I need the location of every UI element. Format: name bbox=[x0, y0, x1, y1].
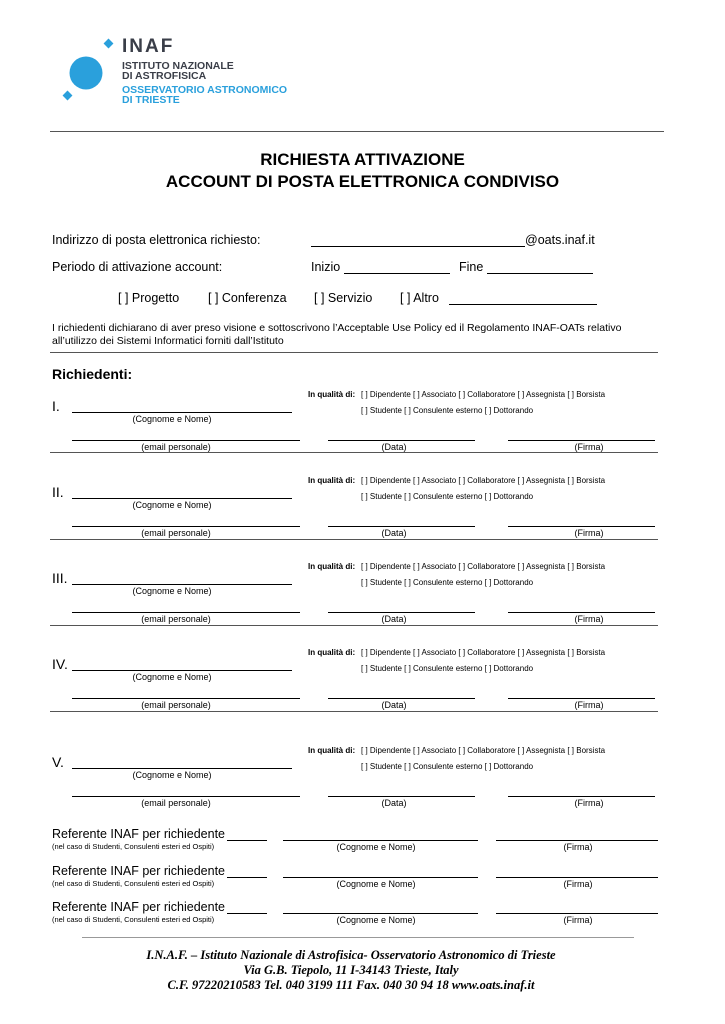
qualita-label: In qualità di: bbox=[308, 746, 356, 755]
qualita-options-row-1[interactable]: [ ] Dipendente [ ] Associato [ ] Collaboratore [ ] Assegnista [ ] Borsista bbox=[361, 746, 606, 755]
referent-note: (nel caso di Studenti, Consulenti esteri ed Ospiti) bbox=[52, 842, 215, 851]
referent-number-input[interactable] bbox=[227, 877, 267, 878]
date-caption: (Data) bbox=[381, 700, 407, 710]
address-input[interactable] bbox=[311, 246, 525, 247]
date-caption: (Data) bbox=[381, 614, 407, 624]
signature-caption: (Firma) bbox=[574, 614, 604, 624]
date-input[interactable] bbox=[328, 440, 475, 441]
block-divider bbox=[50, 711, 658, 712]
referent-label: Referente INAF per richiedente bbox=[52, 864, 226, 878]
logo-line-3: OSSERVATORIO ASTRONOMICO bbox=[122, 84, 288, 96]
name-input[interactable] bbox=[72, 498, 292, 499]
referent-signature-caption: (Firma) bbox=[563, 915, 593, 925]
name-caption: (Cognome e Nome) bbox=[132, 586, 212, 596]
email-input[interactable] bbox=[72, 440, 300, 441]
signature-input[interactable] bbox=[508, 440, 655, 441]
qualita-options-row-2[interactable]: [ ] Studente [ ] Consulente esterno [ ] Dottorando bbox=[361, 406, 534, 415]
signature-caption: (Firma) bbox=[574, 442, 604, 452]
block-divider bbox=[50, 539, 658, 540]
referent-label: Referente INAF per richiedente bbox=[52, 827, 226, 841]
name-caption: (Cognome e Nome) bbox=[132, 500, 212, 510]
requester-numeral: III. bbox=[52, 570, 68, 586]
email-input[interactable] bbox=[72, 612, 300, 613]
title-line-2: ACCOUNT DI POSTA ELETTRONICA CONDIVISO bbox=[165, 172, 560, 191]
date-input[interactable] bbox=[328, 796, 475, 797]
footer-line-1: I.N.A.F. – Istituto Nazionale di Astrofisica- Osservatorio Astronomico di Trieste bbox=[146, 948, 556, 962]
footer-line-3: C.F. 97220210583 Tel. 040 3199 111 Fax. 040 30 94 18 www.oats.inaf.it bbox=[167, 978, 535, 992]
signature-input[interactable] bbox=[508, 796, 655, 797]
block-divider bbox=[50, 452, 658, 453]
email-caption: (email personale) bbox=[141, 528, 211, 538]
qualita-options-row-2[interactable]: [ ] Studente [ ] Consulente esterno [ ] Dottorando bbox=[361, 578, 534, 587]
logo-line-1: ISTITUTO NAZIONALE bbox=[122, 60, 234, 72]
requesters-heading: Richiedenti: bbox=[52, 366, 133, 382]
requester-numeral: I. bbox=[52, 398, 60, 414]
signature-input[interactable] bbox=[508, 612, 655, 613]
email-input[interactable] bbox=[72, 698, 300, 699]
name-input[interactable] bbox=[72, 768, 292, 769]
start-label: Inizio bbox=[311, 260, 341, 274]
end-label: Fine bbox=[459, 260, 484, 274]
name-caption: (Cognome e Nome) bbox=[132, 672, 212, 682]
referent-label: Referente INAF per richiedente bbox=[52, 900, 226, 914]
referent-signature-input[interactable] bbox=[496, 913, 658, 914]
option-altro[interactable]: [ ] Altro bbox=[400, 291, 439, 305]
declaration-line-2: all’utilizzo dei Sistemi Informatici forniti dall’Istituto bbox=[52, 335, 284, 347]
address-label: Indirizzo di posta elettronica richiesto: bbox=[52, 233, 261, 247]
date-caption: (Data) bbox=[381, 442, 407, 452]
qualita-label: In qualità di: bbox=[308, 476, 356, 485]
option-progetto[interactable]: [ ] Progetto bbox=[118, 291, 180, 305]
referent-name-input[interactable] bbox=[283, 840, 478, 841]
logo-line-4: DI TRIESTE bbox=[122, 94, 180, 106]
period-label: Periodo di attivazione account: bbox=[52, 260, 223, 274]
referent-name-caption: (Cognome e Nome) bbox=[336, 842, 416, 852]
referent-signature-input[interactable] bbox=[496, 840, 658, 841]
referent-name-caption: (Cognome e Nome) bbox=[336, 879, 416, 889]
qualita-options-row-1[interactable]: [ ] Dipendente [ ] Associato [ ] Collaboratore [ ] Assegnista [ ] Borsista bbox=[361, 648, 606, 657]
name-input[interactable] bbox=[72, 584, 292, 585]
date-caption: (Data) bbox=[381, 798, 407, 808]
referent-signature-caption: (Firma) bbox=[563, 879, 593, 889]
email-caption: (email personale) bbox=[141, 700, 211, 710]
name-input[interactable] bbox=[72, 412, 292, 413]
qualita-label: In qualità di: bbox=[308, 390, 356, 399]
option-conferenza[interactable]: [ ] Conferenza bbox=[208, 291, 287, 305]
date-input[interactable] bbox=[328, 526, 475, 527]
start-date-input[interactable] bbox=[344, 273, 450, 274]
referent-name-input[interactable] bbox=[283, 877, 478, 878]
qualita-label: In qualità di: bbox=[308, 648, 356, 657]
email-input[interactable] bbox=[72, 526, 300, 527]
footer-divider bbox=[82, 937, 634, 938]
name-caption: (Cognome e Nome) bbox=[132, 770, 212, 780]
referent-number-input[interactable] bbox=[227, 913, 267, 914]
name-caption: (Cognome e Nome) bbox=[132, 414, 212, 424]
qualita-options-row-1[interactable]: [ ] Dipendente [ ] Associato [ ] Collaboratore [ ] Assegnista [ ] Borsista bbox=[361, 390, 606, 399]
end-date-input[interactable] bbox=[487, 273, 593, 274]
referent-note: (nel caso di Studenti, Consulenti esteri ed Ospiti) bbox=[52, 879, 215, 888]
qualita-options-row-1[interactable]: [ ] Dipendente [ ] Associato [ ] Collaboratore [ ] Assegnista [ ] Borsista bbox=[361, 476, 606, 485]
signature-caption: (Firma) bbox=[574, 528, 604, 538]
name-input[interactable] bbox=[72, 670, 292, 671]
qualita-options-row-2[interactable]: [ ] Studente [ ] Consulente esterno [ ] Dottorando bbox=[361, 664, 534, 673]
email-input[interactable] bbox=[72, 796, 300, 797]
referent-signature-input[interactable] bbox=[496, 877, 658, 878]
block-divider bbox=[50, 625, 658, 626]
referent-signature-caption: (Firma) bbox=[563, 842, 593, 852]
logo-brand: INAF bbox=[122, 36, 175, 57]
logo-mark-icon bbox=[56, 36, 126, 106]
qualita-options-row-1[interactable]: [ ] Dipendente [ ] Associato [ ] Collaboratore [ ] Assegnista [ ] Borsista bbox=[361, 562, 606, 571]
header-divider bbox=[50, 131, 664, 132]
requester-numeral: V. bbox=[52, 754, 64, 770]
logo-line-2: DI ASTROFISICA bbox=[122, 70, 207, 82]
option-servizio[interactable]: [ ] Servizio bbox=[314, 291, 373, 305]
declaration-divider bbox=[50, 352, 658, 353]
qualita-label: In qualità di: bbox=[308, 562, 356, 571]
address-suffix: @oats.inaf.it bbox=[525, 233, 595, 247]
referent-number-input[interactable] bbox=[227, 840, 267, 841]
signature-input[interactable] bbox=[508, 698, 655, 699]
referent-name-caption: (Cognome e Nome) bbox=[336, 915, 416, 925]
date-input[interactable] bbox=[328, 698, 475, 699]
date-input[interactable] bbox=[328, 612, 475, 613]
signature-caption: (Firma) bbox=[574, 798, 604, 808]
requester-numeral: IV. bbox=[52, 656, 68, 672]
email-caption: (email personale) bbox=[141, 798, 211, 808]
footer-line-2: Via G.B. Tiepolo, 11 I-34143 Trieste, Italy bbox=[243, 963, 459, 977]
email-caption: (email personale) bbox=[141, 442, 211, 452]
signature-input[interactable] bbox=[508, 526, 655, 527]
referent-note: (nel caso di Studenti, Consulenti esteri ed Ospiti) bbox=[52, 915, 215, 924]
email-caption: (email personale) bbox=[141, 614, 211, 624]
qualita-options-row-2[interactable]: [ ] Studente [ ] Consulente esterno [ ] Dottorando bbox=[361, 492, 534, 501]
requester-numeral: II. bbox=[52, 484, 64, 500]
referent-name-input[interactable] bbox=[283, 913, 478, 914]
title-line-1: RICHIESTA ATTIVAZIONE bbox=[260, 150, 465, 169]
date-caption: (Data) bbox=[381, 528, 407, 538]
signature-caption: (Firma) bbox=[574, 700, 604, 710]
declaration-line-1: I richiedenti dichiarano di aver preso visione e sottoscrivono l’Acceptable Use Policy ed il Regolamento INAF-OATs relativo bbox=[52, 322, 622, 334]
qualita-options-row-2[interactable]: [ ] Studente [ ] Consulente esterno [ ] Dottorando bbox=[361, 762, 534, 771]
altro-input[interactable] bbox=[449, 304, 597, 305]
